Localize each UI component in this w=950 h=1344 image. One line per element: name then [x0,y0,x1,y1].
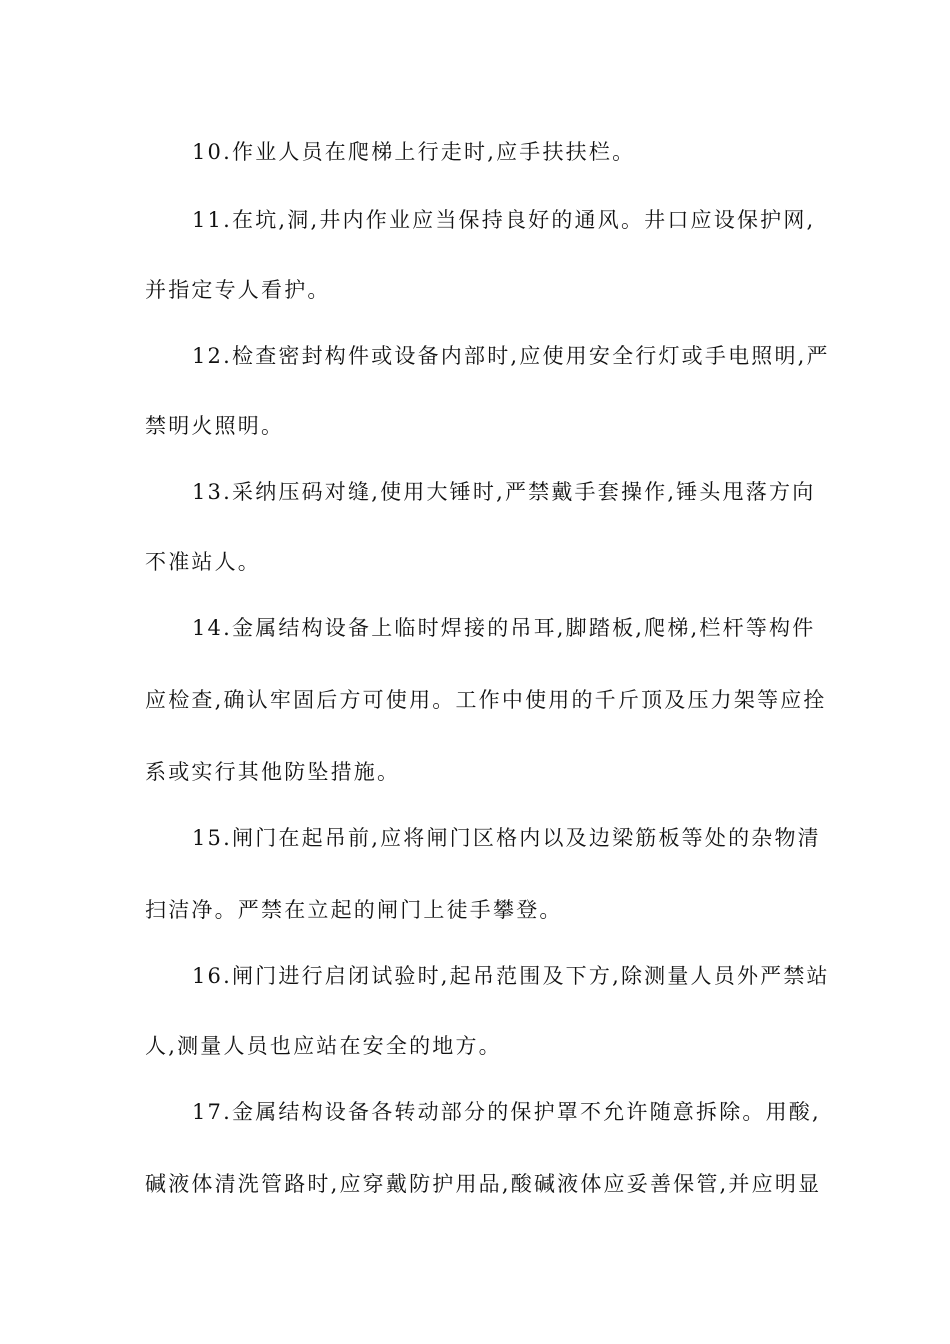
paragraph-16-line-1: 16.闸门进行启闭试验时,起吊范围及下方,除测量人员外严禁站 [192,964,830,988]
paragraph-12-line-1: 12.检查密封构件或设备内部时,应使用安全行灯或手电照明,严 [192,344,830,368]
paragraph-17-line-1: 17.金属结构设备各转动部分的保护罩不允许随意拆除。用酸, [192,1100,821,1124]
paragraph-14-line-1: 14.金属结构设备上临时焊接的吊耳,脚踏板,爬梯,栏杆等构件 [192,616,816,640]
paragraph-15-line-2: 扫洁净。严禁在立起的闸门上徒手攀登。 [145,898,563,922]
paragraph-11-line-1: 11.在坑,洞,井内作业应当保持良好的通风。井口应设保护网, [192,208,816,232]
paragraph-14-line-3: 系或实行其他防坠措施。 [145,760,401,784]
paragraph-16-line-2: 人,测量人员也应站在安全的地方。 [145,1034,502,1058]
paragraph-11-line-2: 并指定专人看护。 [145,278,331,302]
paragraph-13-line-2: 不准站人。 [145,550,261,574]
paragraph-17-line-2: 碱液体清洗管路时,应穿戴防护用品,酸碱液体应妥善保管,并应明显 [145,1172,822,1196]
paragraph-13-line-1: 13.采纳压码对缝,使用大锤时,严禁戴手套操作,锤头甩落方向 [192,480,816,504]
paragraph-15-line-1: 15.闸门在起吊前,应将闸门区格内以及边梁筋板等处的杂物清 [192,826,821,850]
paragraph-10-line-1: 10.作业人员在爬梯上行走时,应手扶扶栏。 [192,140,636,164]
paragraph-14-line-2: 应检查,确认牢固后方可使用。工作中使用的千斤顶及压力架等应拴 [145,688,827,712]
paragraph-12-line-2: 禁明火照明。 [145,414,285,438]
